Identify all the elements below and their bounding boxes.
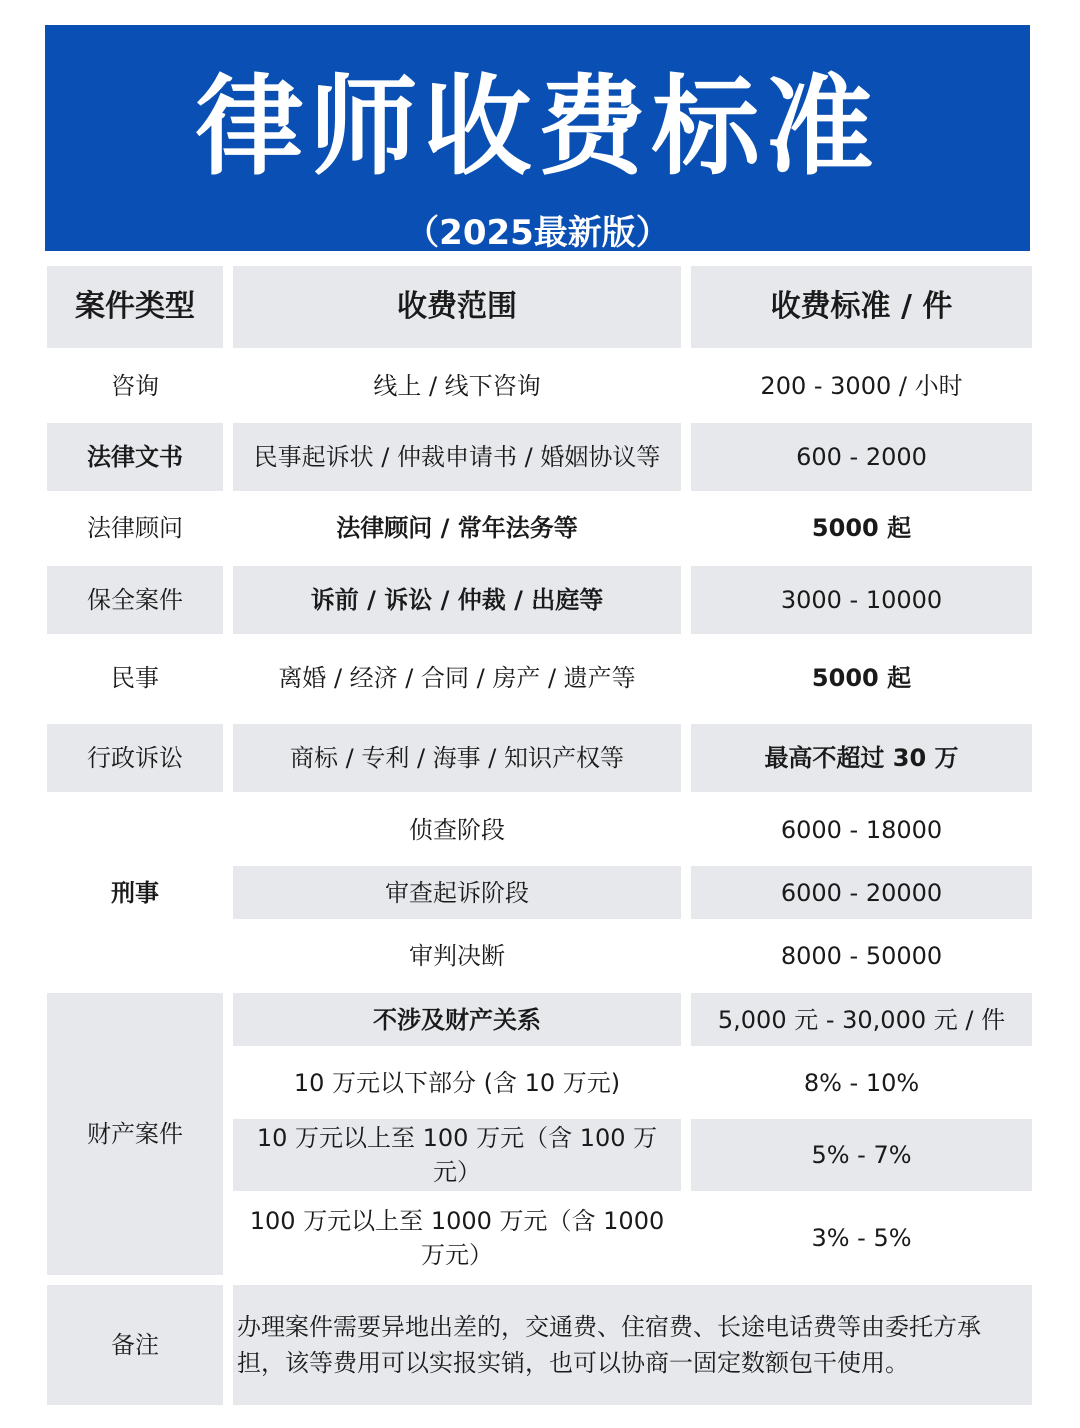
property-scope-3: 10 万元以上至 100 万元（含 100 万元）	[233, 1119, 681, 1191]
row-civil-fee: 5000 起	[811, 664, 912, 692]
remarks-type: 备注	[47, 1285, 223, 1405]
header-fee-standard: 收费标准 / 件	[691, 266, 1032, 348]
row-preserve-type: 保全案件	[47, 566, 223, 634]
row-consult-type: 咨询	[111, 372, 159, 400]
property-scope-1: 不涉及财产关系	[233, 993, 681, 1046]
row-civil-scope: 离婚 / 经济 / 合同 / 房产 / 遗产等	[278, 664, 636, 692]
criminal-scope-1: 侦查阶段	[409, 816, 505, 844]
criminal-fee-3: 8000 - 50000	[780, 942, 943, 970]
property-fee-3: 5% - 7%	[691, 1119, 1032, 1191]
row-consult-scope: 线上 / 线下咨询	[373, 372, 541, 400]
property-type: 财产案件	[47, 993, 223, 1275]
row-admin-fee: 最高不超过 30 万	[691, 724, 1032, 792]
row-docs-fee: 600 - 2000	[691, 423, 1032, 491]
row-preserve-fee: 3000 - 10000	[691, 566, 1032, 634]
row-admin-type: 行政诉讼	[47, 724, 223, 792]
property-fee-1: 5,000 元 - 30,000 元 / 件	[691, 993, 1032, 1046]
row-advisor-type: 法律顾问	[87, 514, 183, 542]
title-banner	[45, 25, 1030, 251]
property-scope-4: 100 万元以上至 1000 万元（含 1000 万元）	[249, 1207, 665, 1269]
row-preserve-scope: 诉前 / 诉讼 / 仲裁 / 出庭等	[233, 566, 681, 634]
row-docs-scope: 民事起诉状 / 仲裁申请书 / 婚姻协议等	[233, 423, 681, 491]
page-title: 律师收费标准	[195, 64, 880, 190]
header-case-type: 案件类型	[47, 266, 223, 348]
property-scope-2: 10 万元以下部分 (含 10 万元)	[293, 1069, 621, 1097]
remarks-text: 办理案件需要异地出差的，交通费、住宿费、长途电话费等由委托方承担，该等费用可以实报实销，也可以协商一固定数额包干使用。	[233, 1285, 1032, 1405]
criminal-scope-2: 审查起诉阶段	[233, 866, 681, 919]
row-consult-fee: 200 - 3000 / 小时	[760, 372, 963, 400]
property-fee-4: 3% - 5%	[811, 1224, 912, 1252]
criminal-scope-3: 审判决断	[409, 942, 505, 970]
criminal-fee-1: 6000 - 18000	[780, 816, 943, 844]
property-fee-2: 8% - 10%	[803, 1069, 920, 1097]
row-advisor-fee: 5000 起	[811, 514, 912, 542]
header-fee-scope: 收费范围	[233, 266, 681, 348]
row-civil-type: 民事	[111, 664, 159, 692]
row-advisor-scope: 法律顾问 / 常年法务等	[336, 514, 578, 542]
criminal-type: 刑事	[111, 879, 159, 907]
row-admin-scope: 商标 / 专利 / 海事 / 知识产权等	[233, 724, 681, 792]
page-subtitle: （2025最新版）	[405, 213, 670, 253]
criminal-fee-2: 6000 - 20000	[691, 866, 1032, 919]
row-docs-type: 法律文书	[47, 423, 223, 491]
